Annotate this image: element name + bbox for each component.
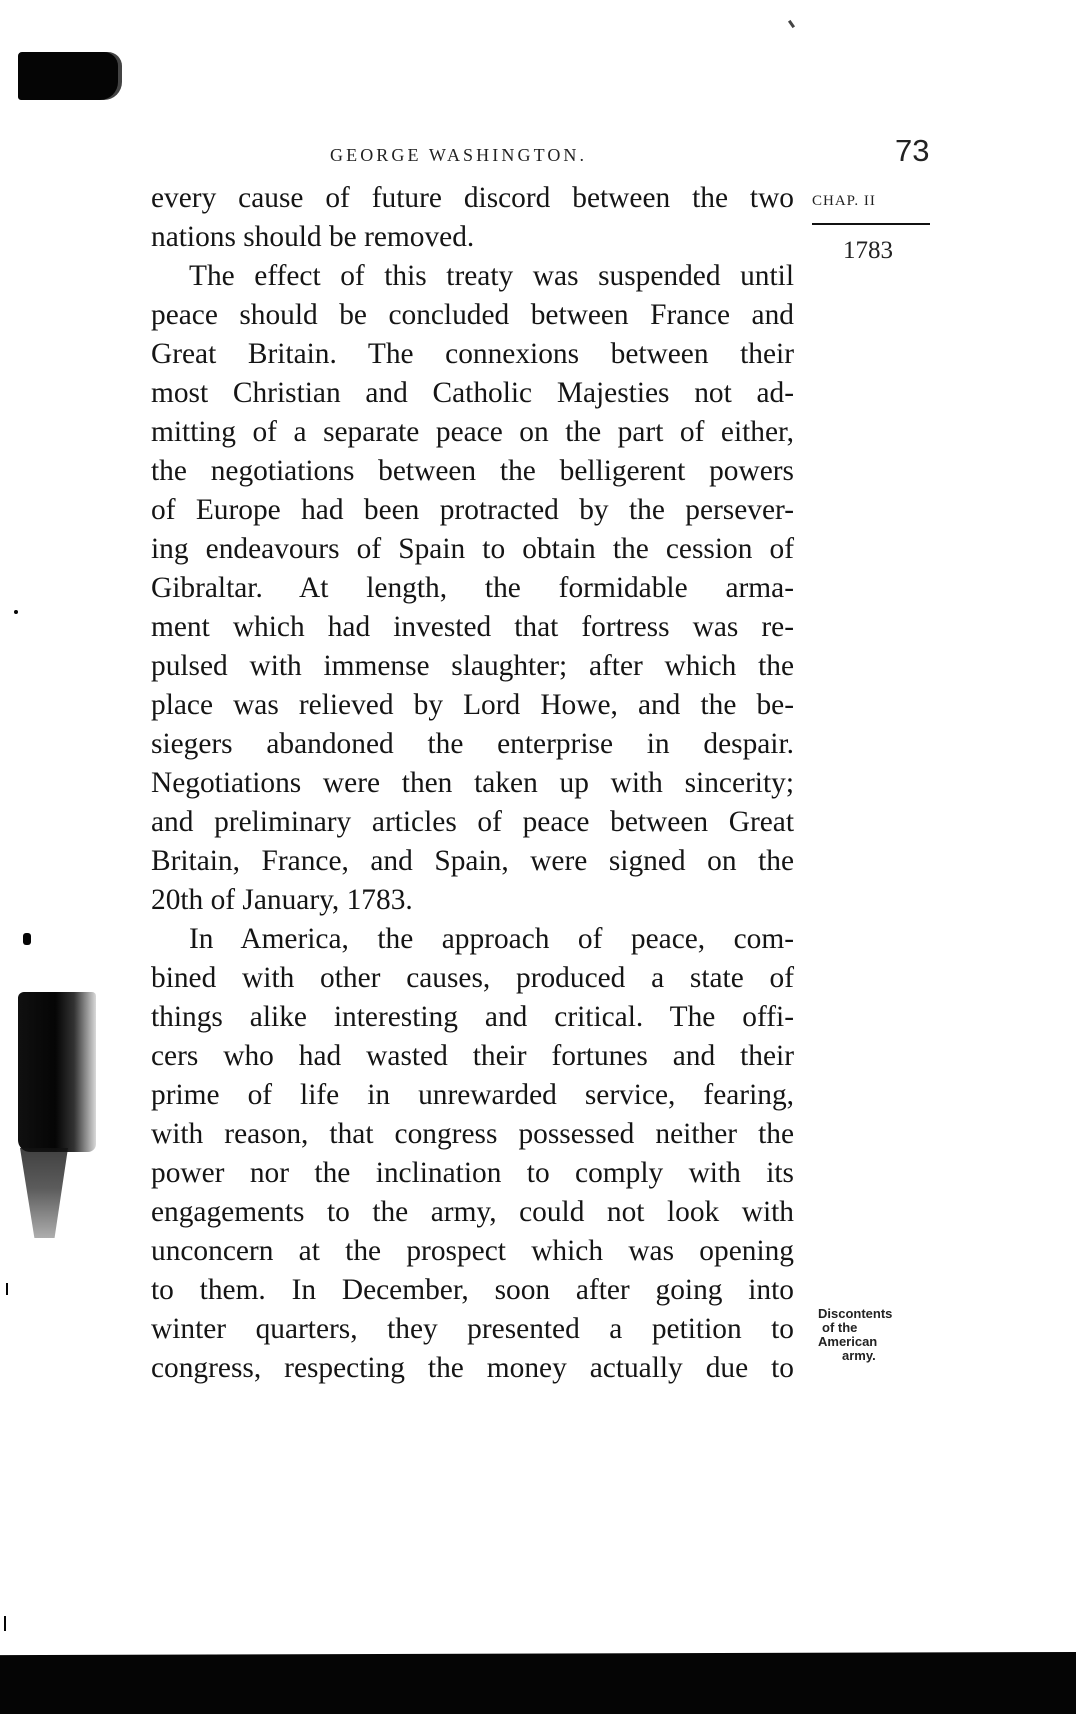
text-line: mitting of a separate peace on the part of either, — [151, 416, 794, 448]
page-number: 73 — [895, 133, 930, 168]
text-line: nations should be removed. — [151, 221, 475, 253]
text-line: The effect of this treaty was suspended until — [189, 260, 794, 292]
scan-bottom-bar — [0, 1652, 1076, 1714]
text-line: with reason, that congress possessed neither the — [151, 1118, 794, 1150]
text-line: winter quarters, they presented a petition to — [151, 1313, 794, 1345]
scan-speck — [6, 1283, 8, 1295]
text-line: power nor the inclination to comply with its — [151, 1157, 794, 1189]
text-line: Great Britain. The connexions between their — [151, 338, 794, 370]
text-line: Gibraltar. At length, the formidable arma- — [151, 572, 794, 604]
body-text — [151, 179, 794, 1388]
sidenote-discontents — [818, 1307, 930, 1363]
text-line: Britain, France, and Spain, were signed on the — [151, 845, 794, 877]
text-line: pulsed with immense slaughter; after which the — [151, 650, 794, 682]
text-line: bined with other causes, produced a state of — [151, 962, 794, 994]
chapter-rule — [812, 223, 930, 225]
text-line: and preliminary articles of peace between Great — [151, 806, 794, 838]
text-line: things alike interesting and critical. The offi- — [151, 1001, 794, 1033]
scan-speck — [4, 1616, 6, 1631]
scan-strip-left — [18, 992, 96, 1152]
sidenote-line: of the — [822, 1320, 858, 1335]
text-line: to them. In December, soon after going into — [151, 1274, 794, 1306]
text-line: ing endeavours of Spain to obtain the cession of — [151, 533, 794, 565]
chapter-marker: CHAP. II — [812, 193, 876, 209]
text-line: most Christian and Catholic Majesties not ad- — [151, 377, 794, 409]
text-line: siegers abandoned the enterprise in despair. — [151, 728, 794, 760]
text-line: engagements to the army, could not look with — [151, 1196, 794, 1228]
scan-speck — [23, 933, 31, 945]
sidenote-line: army. — [842, 1348, 876, 1363]
text-line: every cause of future discord between the two — [151, 182, 794, 214]
running-head: GEORGE WASHINGTON. — [330, 145, 588, 165]
text-line: peace should be concluded between France and — [151, 299, 794, 331]
text-line: In America, the approach of peace, com- — [189, 923, 794, 955]
sidenote-line: Discontents — [818, 1306, 893, 1321]
year-marker: 1783 — [843, 237, 893, 264]
text-line: place was relieved by Lord Howe, and the be- — [151, 689, 794, 721]
text-line: unconcern at the prospect which was opening — [151, 1235, 794, 1267]
text-line: 20th of January, 1783. — [151, 884, 413, 916]
text-line: of Europe had been protracted by the persever- — [151, 494, 794, 526]
sidenote-line: American — [818, 1334, 878, 1349]
text-line: prime of life in unrewarded service, fearing, — [151, 1079, 794, 1111]
text-line: congress, respecting the money actually due to — [151, 1352, 794, 1384]
text-line: the negotiations between the belligerent powers — [151, 455, 794, 487]
scan-blot-top-left — [18, 52, 118, 100]
scan-strip-tail — [20, 1148, 68, 1238]
text-line: cers who had wasted their fortunes and their — [151, 1040, 794, 1072]
scan-speck — [788, 20, 795, 28]
text-line: ment which had invested that fortress was re- — [151, 611, 794, 643]
scan-speck — [14, 610, 18, 614]
text-line: Negotiations were then taken up with sincerity; — [151, 767, 794, 799]
